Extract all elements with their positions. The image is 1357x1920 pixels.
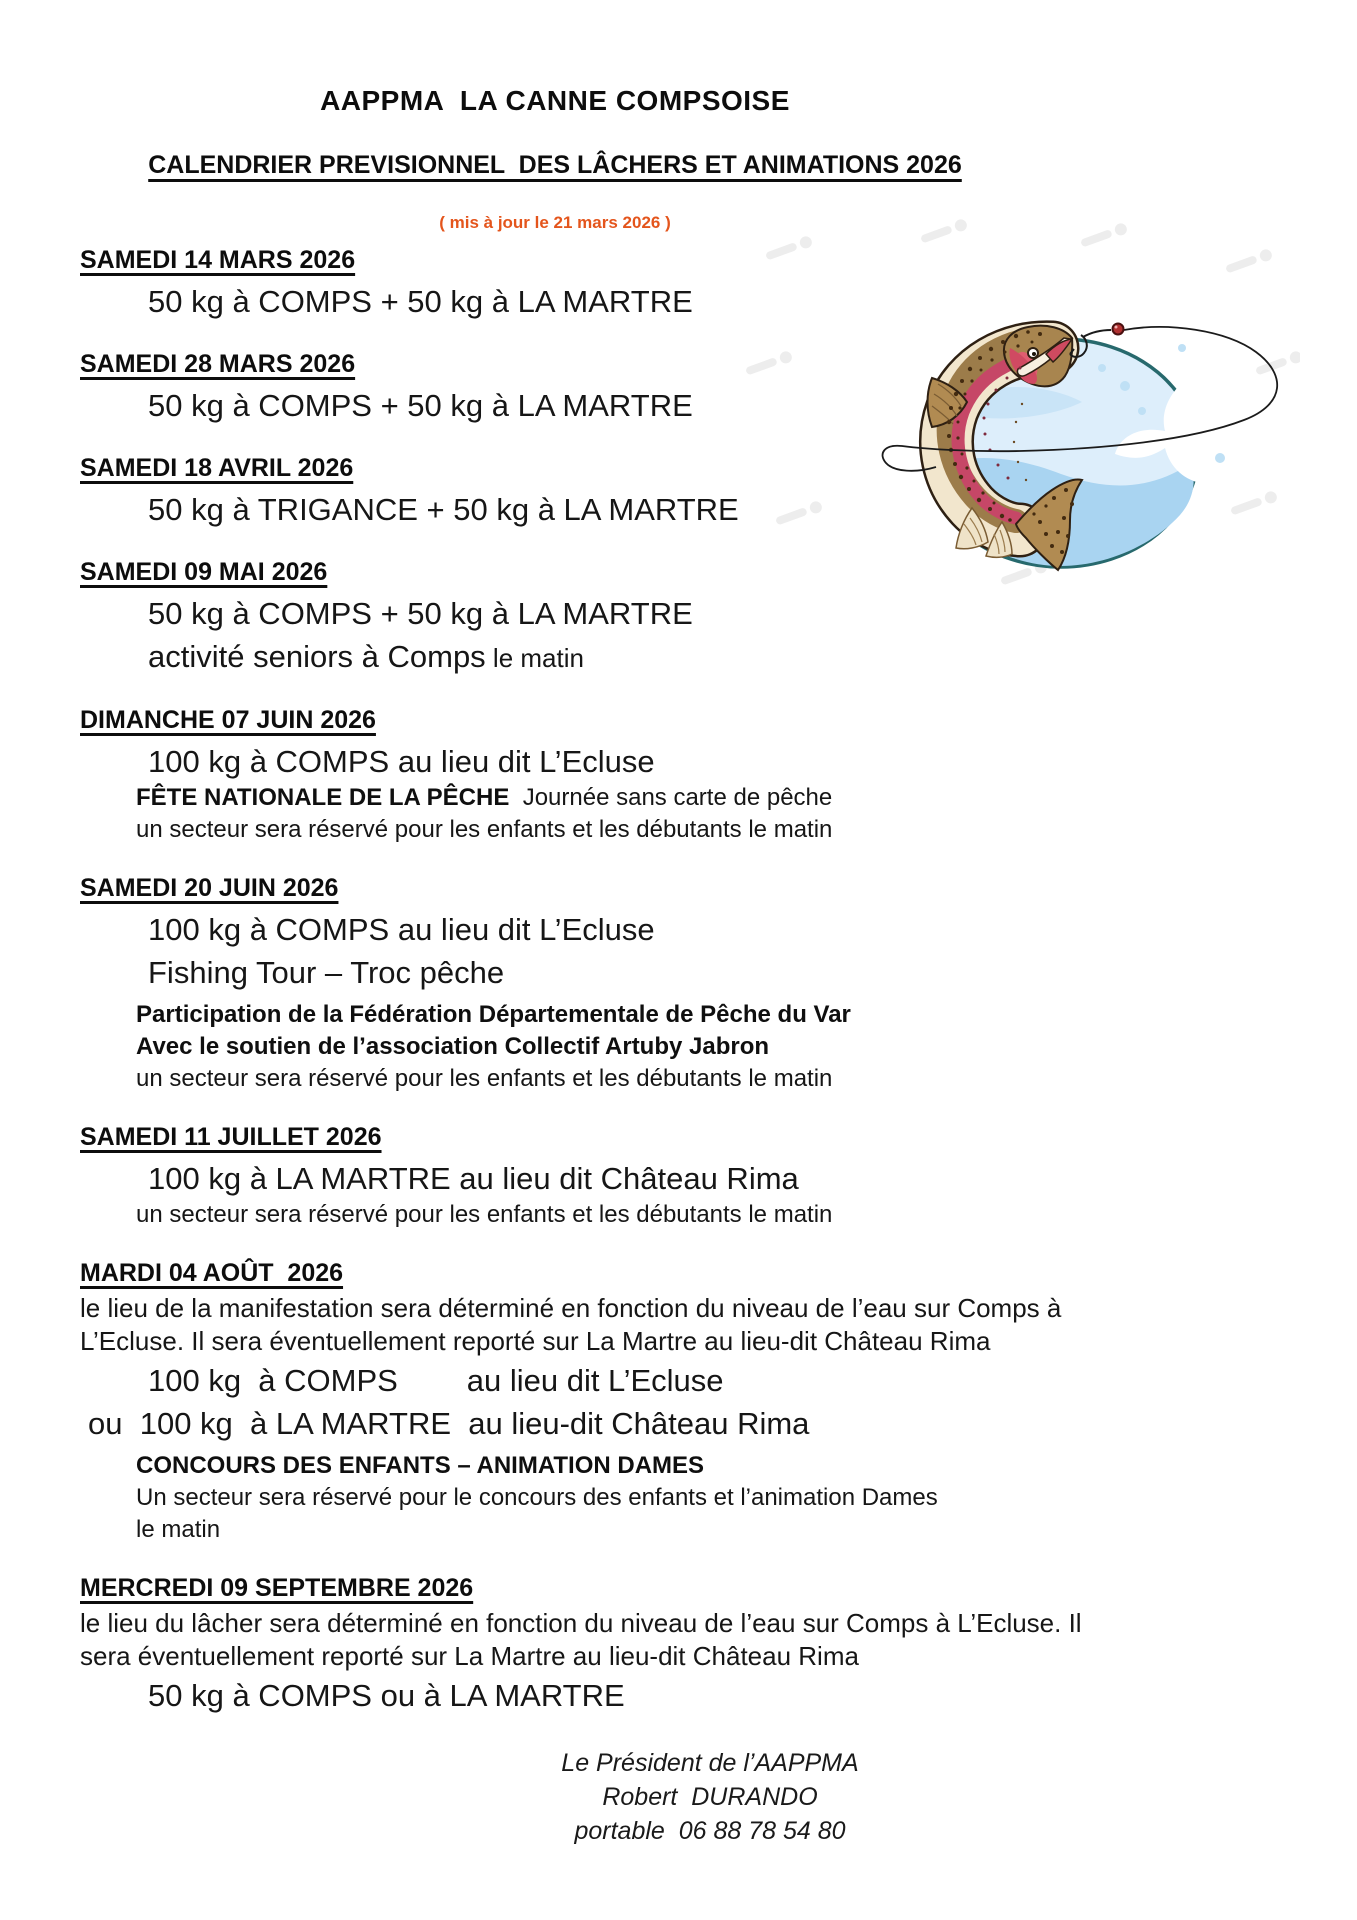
seniors-activity-time: le matin: [485, 643, 584, 673]
trout-globe-logo-svg: [720, 218, 1300, 598]
page-title: AAPPMA LA CANNE COMPSOISE: [320, 85, 790, 116]
reserved-sector-note: un secteur sera réservé pour les enfants et les débutants le matin: [136, 816, 833, 843]
event-date-heading: SAMEDI 28 MARS 2026: [80, 350, 356, 378]
event-section-11-juillet: [80, 1122, 1357, 1231]
signature-name: Robert DURANDO: [602, 1783, 818, 1811]
seniors-activity-text: activité seniors à Comps: [148, 639, 486, 674]
page-subtitle: [80, 150, 1030, 181]
national-fishing-day-line: [136, 782, 1357, 814]
children-contest-title: CONCOURS DES ENFANTS – ANIMATION DAMES: [136, 1452, 705, 1479]
event-date-heading: MARDI 04 AOÛT 2026: [80, 1259, 344, 1287]
signature-role: Le Président de l’AAPPMA: [561, 1749, 859, 1777]
event-date-heading: MERCREDI 09 SEPTEMBRE 2026: [80, 1574, 474, 1602]
stocking-line: 100 kg à COMPS au lieu dit L’Ecluse: [148, 1363, 724, 1398]
stocking-line: 100 kg à COMPS au lieu dit L’Ecluse: [148, 912, 655, 947]
event-section-07-juin: [80, 705, 1357, 846]
location-condition-line: le lieu du lâcher sera déterminé en fonction du niveau de l’eau sur Comps à L’Ecluse. Il: [80, 1608, 1082, 1638]
stocking-line: 100 kg à COMPS au lieu dit L’Ecluse: [148, 744, 655, 779]
stocking-alternative-line: ou 100 kg à LA MARTRE au lieu-dit Château Rima: [88, 1406, 810, 1441]
update-note: ( mis à jour le 21 mars 2026 ): [439, 213, 671, 232]
location-condition-line: le lieu de la manifestation sera déterminé en fonction du niveau de l’eau sur Comps à: [80, 1293, 1062, 1323]
stocking-line: 50 kg à COMPS + 50 kg à LA MARTRE: [148, 388, 693, 423]
fishing-tour-line: Fishing Tour – Troc pêche: [148, 955, 505, 990]
event-date-heading: SAMEDI 14 MARS 2026: [80, 246, 356, 274]
reserved-sector-note: un secteur sera réservé pour les enfants et les débutants le matin: [136, 1065, 833, 1092]
event-date-heading: SAMEDI 18 AVRIL 2026: [80, 454, 354, 482]
location-condition-line: sera éventuellement reporté sur La Martre au lieu-dit Château Rima: [80, 1641, 859, 1671]
seniors-activity-line: [148, 637, 1357, 678]
reserved-sector-note: Un secteur sera réservé pour le concours des enfants et l’animation Dames: [136, 1484, 938, 1511]
reserved-sector-note-time: le matin: [136, 1516, 221, 1543]
event-date-heading: DIMANCHE 07 JUIN 2026: [80, 706, 376, 734]
reserved-sector-note: un secteur sera réservé pour les enfants et les débutants le matin: [136, 1201, 833, 1228]
document-header: [80, 84, 1030, 235]
bobber-icon: [1113, 324, 1124, 335]
stocking-line: 100 kg à LA MARTRE au lieu dit Château Rima: [148, 1161, 799, 1196]
stocking-line: 50 kg à COMPS + 50 kg à LA MARTRE: [148, 596, 693, 631]
national-fishing-day-detail: Journée sans carte de pêche: [509, 784, 833, 811]
stocking-line: 50 kg à TRIGANCE + 50 kg à LA MARTRE: [148, 492, 739, 527]
signature-phone: portable 06 88 78 54 80: [574, 1817, 846, 1845]
association-note: Avec le soutien de l’association Collectif Artuby Jabron: [136, 1033, 770, 1060]
event-section-09-septembre: [80, 1573, 1357, 1716]
trout-globe-logo: [720, 218, 1300, 598]
event-date-heading: SAMEDI 11 JUILLET 2026: [80, 1123, 382, 1151]
national-fishing-day-title: FÊTE NATIONALE DE LA PÊCHE: [136, 784, 510, 811]
page-subtitle-text: CALENDRIER PREVISIONNEL DES LÂCHERS ET ANIMATIONS 2026: [148, 151, 962, 179]
event-section-04-aout: [80, 1258, 1357, 1546]
federation-note: Participation de la Fédération Départementale de Pêche du Var: [136, 1001, 851, 1028]
event-section-20-juin: [80, 873, 1357, 1095]
signature-block: [495, 1746, 925, 1848]
event-date-heading: SAMEDI 09 MAI 2026: [80, 558, 328, 586]
event-date-heading: SAMEDI 20 JUIN 2026: [80, 874, 339, 902]
stocking-line: 50 kg à COMPS + 50 kg à LA MARTRE: [148, 284, 693, 319]
stocking-line: 50 kg à COMPS ou à LA MARTRE: [148, 1678, 625, 1713]
location-condition-line: L’Ecluse. Il sera éventuellement reporté sur La Martre au lieu-dit Château Rima: [80, 1326, 991, 1356]
